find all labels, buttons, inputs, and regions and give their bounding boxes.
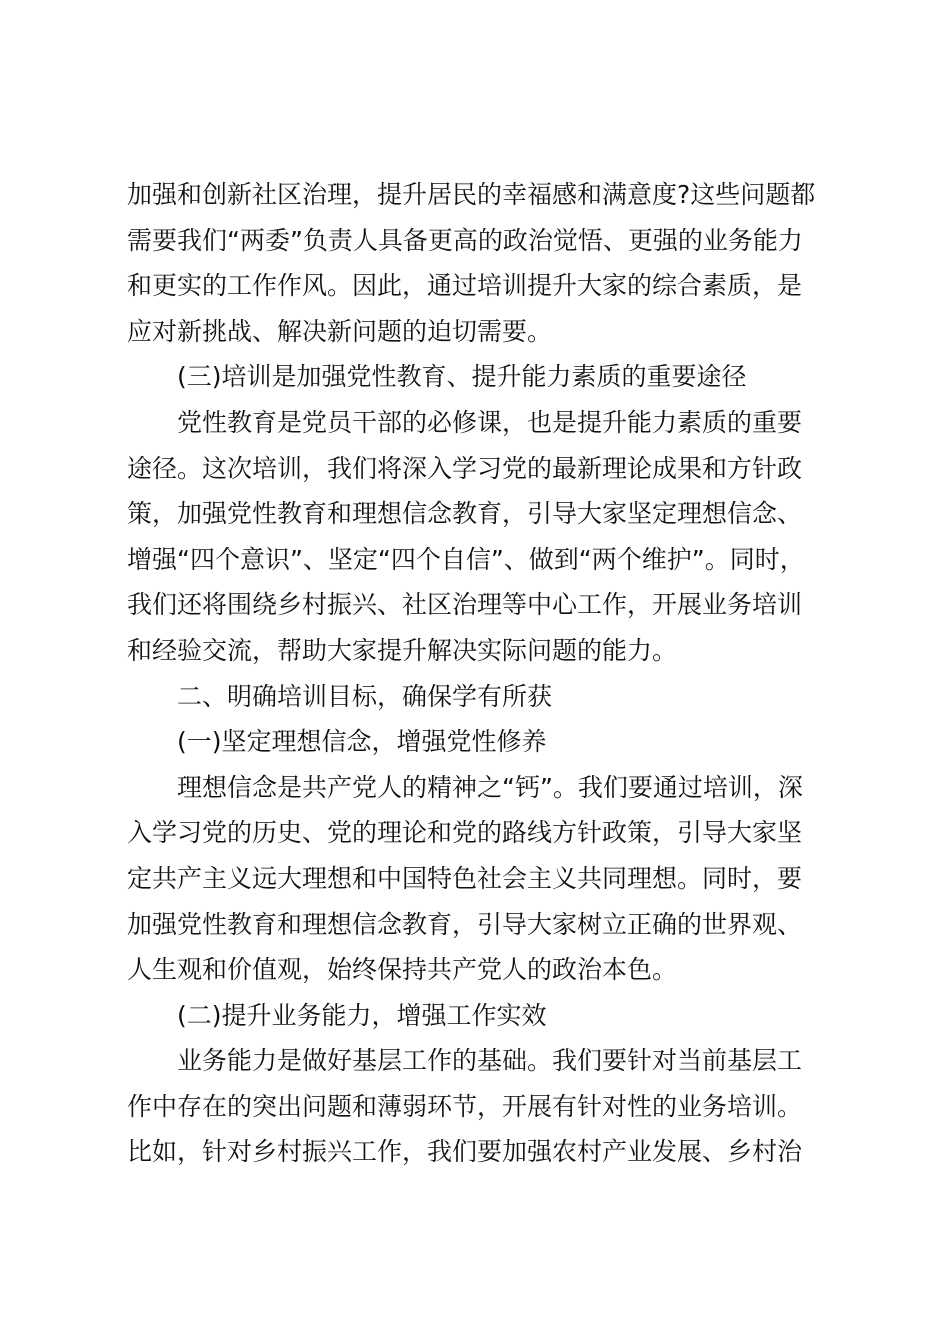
text-line: 作中存在的突出问题和薄弱环节，开展有针对性的业务培训。 xyxy=(127,1091,803,1121)
text-line: 定共产主义远大理想和中国特色社会主义共同理想。同时，要 xyxy=(127,863,803,893)
text-line: 策，加强党性教育和理想信念教育，引导大家坚定理想信念、 xyxy=(127,499,803,529)
text-line: 比如，针对乡村振兴工作，我们要加强农村产业发展、乡村治 xyxy=(127,1137,803,1167)
text-line: 加强和创新社区治理，提升居民的幸福感和满意度?这些问题都 xyxy=(127,180,816,209)
section-heading: (二)提升业务能力，增强工作实效 xyxy=(177,1000,547,1030)
text-line: 理想信念是共产党人的精神之“钙”。我们要通过培训，深 xyxy=(177,772,803,802)
text-line: 加强党性教育和理想信念教育，引导大家树立正确的世界观、 xyxy=(127,909,803,939)
text-line: 业务能力是做好基层工作的基础。我们要针对当前基层工 xyxy=(177,1046,803,1076)
chapter-heading: 二、明确培训目标，确保学有所获 xyxy=(177,681,553,711)
text-line: 党性教育是党员干部的必修课，也是提升能力素质的重要 xyxy=(177,407,803,437)
document-body xyxy=(127,172,827,1175)
text-line: 需要我们“两委”负责人具备更高的政治觉悟、更强的业务能力 xyxy=(127,225,803,255)
text-line: 增强“四个意识”、坚定“四个自信”、做到“两个维护”。同时， xyxy=(127,544,805,574)
text-line: 入学习党的历史、党的理论和党的路线方针政策，引导大家坚 xyxy=(127,818,803,848)
text-line: 人生观和价值观，始终保持共产党人的政治本色。 xyxy=(127,955,678,985)
text-line: 途径。这次培训，我们将深入学习党的最新理论成果和方针政 xyxy=(127,453,803,483)
text-line: 应对新挑战、解决新问题的迫切需要。 xyxy=(127,316,553,346)
text-line: 和经验交流，帮助大家提升解决实际问题的能力。 xyxy=(127,635,678,665)
text-line: 我们还将围绕乡村振兴、社区治理等中心工作，开展业务培训 xyxy=(127,590,803,620)
section-heading: (三)培训是加强党性教育、提升能力素质的重要途径 xyxy=(177,362,747,392)
text-line: 和更实的工作作风。因此，通过培训提升大家的综合素质，是 xyxy=(127,271,803,301)
section-heading: (一)坚定理想信念，增强党性修养 xyxy=(177,727,547,757)
